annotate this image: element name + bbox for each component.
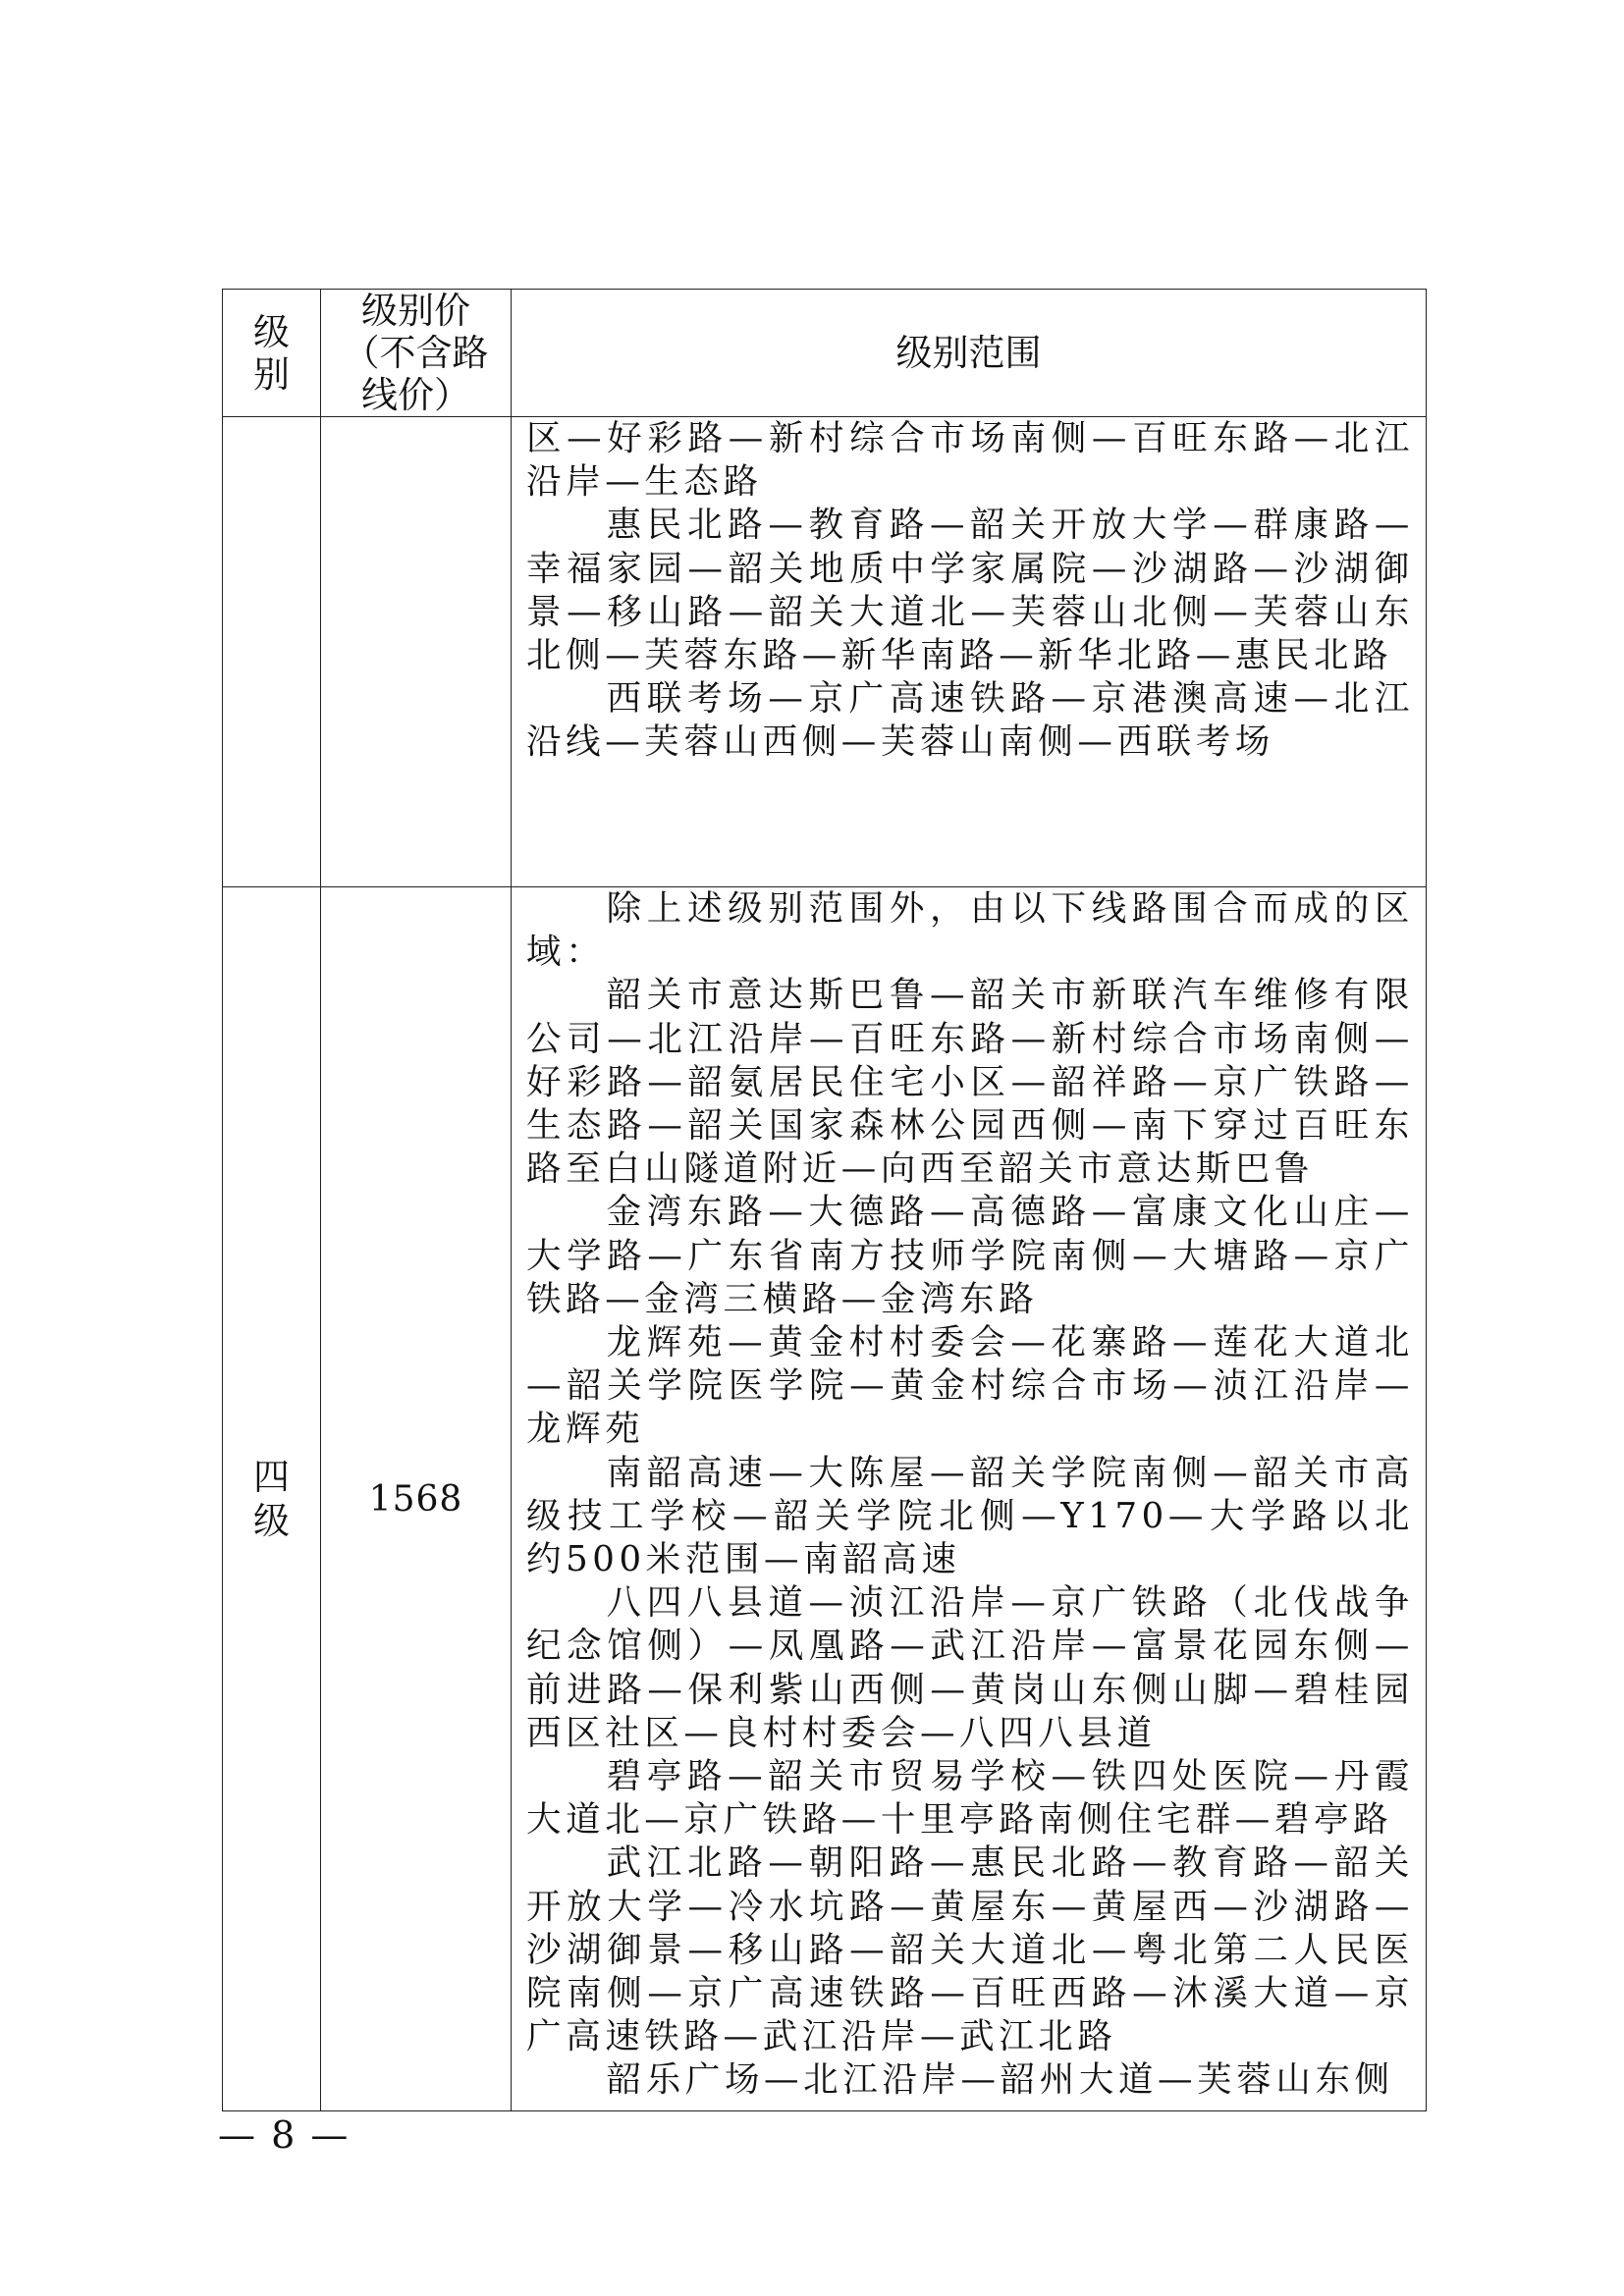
range-paragraph: 惠民北路—教育路—韶关开放大学—群康路—幸福家园—韶关地质中学家属院—沙湖路—沙湖御景—移山路—韶关大道北—芙蓉山北侧—芙蓉山东北侧—芙蓉东路—新华南路—新华北路—惠民北路 [526,505,1414,676]
range-paragraph: 韶乐广场—北江沿岸—韶州大道—芙蓉山东侧 [606,2059,1394,2101]
land-grade-table [222,289,1427,2111]
grade-cell [223,417,321,887]
range-paragraph: 除上述级别范围外，由以下线路围合而成的区域： [526,888,1414,973]
grade-cell [223,887,321,2111]
range-paragraph: 韶关市意达斯巴鲁—韶关市新联汽车维修有限公司—北江沿岸—百旺东路—新村综合市场南侧—好彩路—韶氨居民住宅小区—韶祥路—京广铁路—生态路—韶关国家森林公园西侧—南下穿过百旺东路至白山隧道附近—向西至韶关市意达斯巴鲁 [526,975,1414,1190]
range-paragraph: 南韶高速—大陈屋—韶关学院南侧—韶关市高级技工学校—韶关学院北侧—Y170—大学路以北约500米范围—南韶高速 [526,1452,1414,1580]
table-row [223,887,1427,2111]
range-paragraph: 龙辉苑—黄金村村委会—花寨路—莲花大道北—韶关学院医学院—黄金村综合市场—浈江沿岸—龙辉苑 [526,1322,1414,1450]
range-paragraph: 金湾东路—大德路—高德路—富康文化山庄—大学路—广东省南方技师学院南侧—大塘路—京广铁路—金湾三横路—金湾东路 [526,1192,1414,1319]
range-paragraph: 西联考场—京广高速铁路—京港澳高速—北江沿线—芙蓉山西侧—芙蓉山南侧—西联考场 [526,678,1414,763]
header-price-label: 级别价（不含路线价） [343,290,489,416]
range-paragraph: 碧亭路—韶关市贸易学校—铁四处医院—丹霞大道北—京广铁路—十里亭路南侧住宅群—碧亭路 [526,1756,1414,1841]
price-cell [321,417,512,887]
header-grade-label: 级别 [253,310,290,396]
page-number: — 8 — [218,2113,351,2157]
table-row [223,417,1427,887]
range-paragraph: 区—好彩路—新村综合市场南侧—百旺东路—北江沿岸—生态路 [526,418,1414,503]
header-grade [223,290,321,417]
header-range-label: 级别范围 [895,332,1042,374]
grade-label: 四级 [253,1456,290,1542]
range-paragraph: 武江北路—朝阳路—惠民北路—教育路—韶关开放大学—冷水坑路—黄屋东—黄屋西—沙湖路—沙湖御景—移山路—韶关大道北—粤北第二人民医院南侧—京广高速铁路—百旺西路—沐溪大道—京广高速铁路—武江沿岸—武江北路 [526,1842,1414,2057]
range-cell [512,887,1427,2111]
price-cell: 1568 [321,887,512,2111]
range-paragraph: 八四八县道—浈江沿岸—京广铁路（北伐战争纪念馆侧）—凤凰路—武江沿岸—富景花园东侧—前进路—保利紫山西侧—黄岗山东侧山脚—碧桂园西区社区—良村村委会—八四八县道 [526,1582,1414,1753]
header-range [512,290,1427,417]
header-price [321,290,512,417]
range-cell [512,417,1427,887]
table-header-row [223,290,1427,417]
